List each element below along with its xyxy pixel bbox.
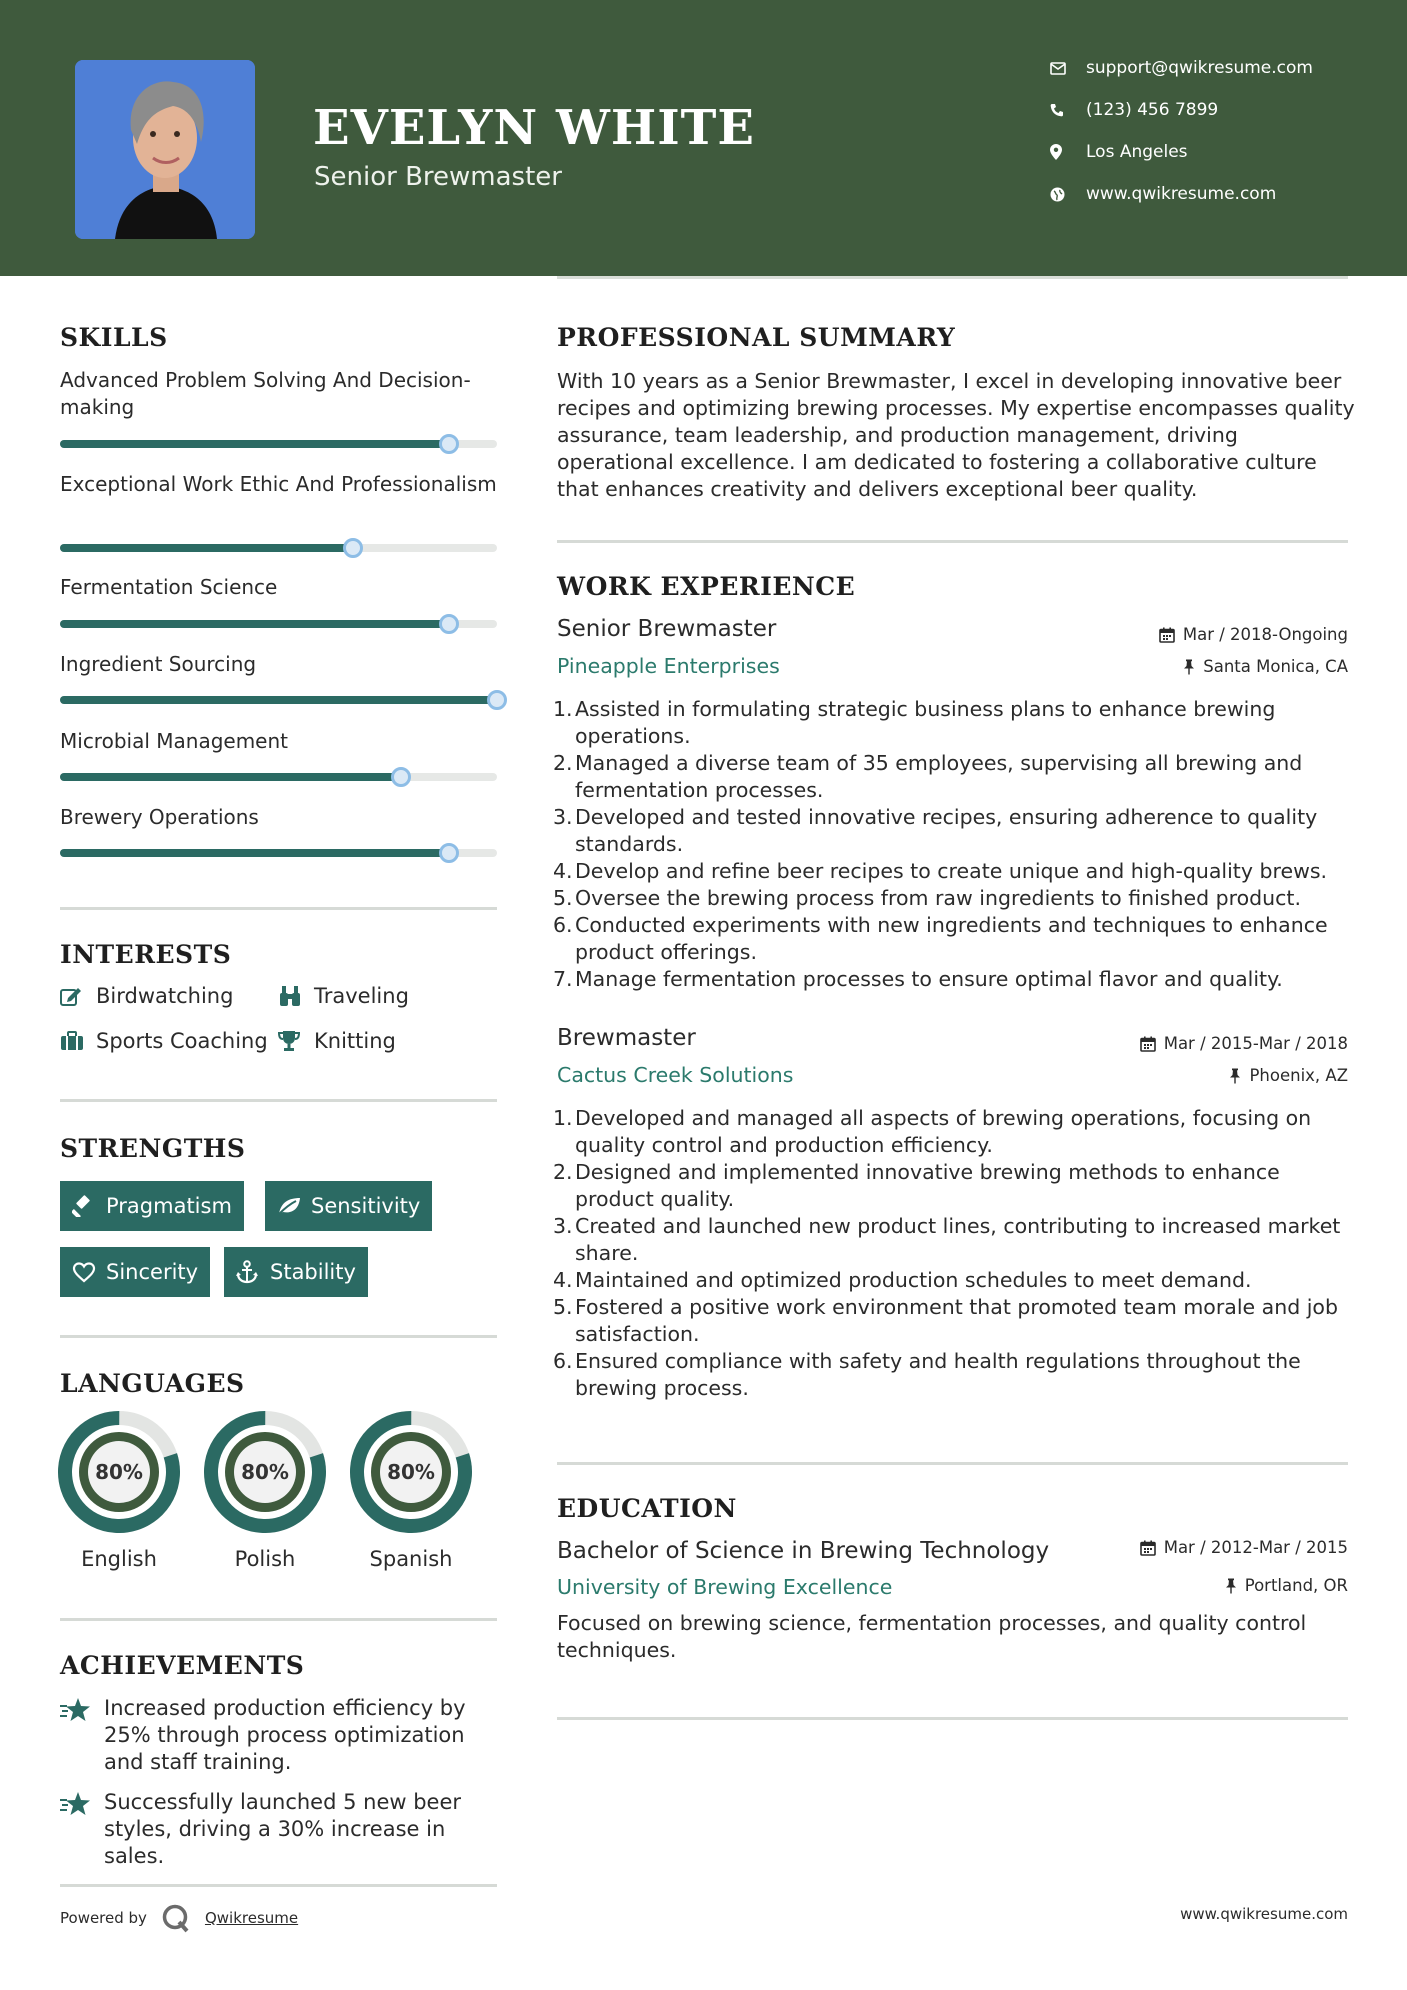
skill-name: Brewery Operations [60, 805, 259, 829]
calendar-icon [1140, 1540, 1156, 1556]
job-bullet: 6. Conducted experiments with new ingredients and techniques to enhance product offerings. [553, 913, 1328, 964]
skill-bar-fill [60, 773, 401, 781]
job-bullets [553, 1105, 1353, 1402]
qwikresume-logo-icon [161, 1903, 191, 1933]
skill-bar-fill [60, 849, 449, 857]
globe-icon [1050, 187, 1086, 202]
achievement-text: Increased production efficiency by 25% through process optimization and staff training. [104, 1696, 466, 1774]
school-name: University of Brewing Excellence [557, 1575, 893, 1599]
location-pin-icon [1050, 144, 1086, 160]
strength-label: Stability [270, 1260, 356, 1284]
section-divider [557, 540, 1348, 543]
language-percent: 80% [387, 1460, 435, 1484]
job-bullet: 3. Created and launched new product lines, contributing to increased market share. [553, 1214, 1341, 1265]
skill-bar-knob [439, 614, 459, 634]
skill-bar-fill [60, 620, 449, 628]
interest-label: Knitting [314, 1029, 396, 1053]
job-bullet: 2. Managed a diverse team of 35 employees, supervising all brewing and fermentation processes. [553, 751, 1303, 802]
interest-item [278, 984, 409, 1008]
job-location [1183, 657, 1348, 676]
language-ring [204, 1411, 326, 1533]
education-dates-text: Mar / 2012-Mar / 2015 [1163, 1538, 1348, 1557]
language-percent: 80% [95, 1460, 143, 1484]
skill-bar-knob [391, 767, 411, 787]
interest-item [278, 1029, 396, 1053]
contact-website[interactable] [1050, 184, 1276, 204]
calendar-icon [1159, 627, 1175, 643]
job-bullet: 3. Developed and tested innovative recipes, ensuring adherence to quality standards. [553, 805, 1318, 856]
job-bullet: 7. Manage fermentation processes to ensure optimal flavor and quality. [553, 967, 1283, 991]
strength-label: Pragmatism [106, 1194, 232, 1218]
envelope-icon [1050, 62, 1086, 75]
strength-chip [60, 1247, 210, 1297]
calendar-icon [1140, 1036, 1156, 1052]
job-location-text: Santa Monica, CA [1203, 657, 1348, 676]
achievements-title: ACHIEVEMENTS [60, 1651, 305, 1680]
skill-bar-knob [487, 690, 507, 710]
contact-phone-text: (123) 456 7899 [1086, 100, 1219, 120]
star-icon [60, 1789, 104, 1870]
contact-phone[interactable] [1050, 100, 1218, 120]
powered-by [60, 1903, 298, 1933]
trophy-icon [278, 1030, 314, 1052]
gavel-icon [72, 1195, 106, 1217]
job-dates [1140, 1034, 1348, 1053]
education-description: Focused on brewing science, fermentation processes, and quality control techniques. [557, 1611, 1307, 1662]
heart-icon [72, 1262, 106, 1283]
skill-bar-fill [60, 696, 497, 704]
education-title: EDUCATION [557, 1494, 737, 1523]
powered-by-label: Powered by [60, 1909, 147, 1927]
skill-name: Microbial Management [60, 729, 288, 753]
job-dates-text: Mar / 2015-Mar / 2018 [1163, 1034, 1348, 1053]
job-dates [1159, 625, 1348, 644]
skill-bar-knob [439, 843, 459, 863]
job-bullet: 4. Maintained and optimized production schedules to meet demand. [553, 1268, 1252, 1292]
skill-name: Fermentation Science [60, 575, 278, 599]
skill-bar-knob [343, 538, 363, 558]
job-dates-text: Mar / 2018-Ongoing [1182, 625, 1348, 644]
job-bullet: 4. Develop and refine beer recipes to create unique and high-quality brews. [553, 859, 1328, 883]
language-name: English [81, 1547, 157, 1571]
contact-email-text: support@qwikresume.com [1086, 58, 1313, 78]
skill-bar-fill [60, 544, 353, 552]
skill-bar [60, 620, 497, 628]
strengths-title: STRENGTHS [60, 1134, 246, 1163]
skill-bar-fill [60, 440, 449, 448]
anchor-icon [236, 1260, 270, 1284]
experience-title: WORK EXPERIENCE [557, 572, 856, 601]
language-ring [350, 1411, 472, 1533]
skill-name: Ingredient Sourcing [60, 652, 257, 676]
skill-bar [60, 773, 497, 781]
education-location [1225, 1576, 1348, 1595]
contact-location [1050, 142, 1188, 162]
job-bullet: 5. Oversee the brewing process from raw ingredients to finished product. [553, 886, 1301, 910]
achievement-item [60, 1789, 510, 1870]
profile-photo [75, 60, 255, 239]
summary-title: PROFESSIONAL SUMMARY [557, 323, 956, 352]
strength-chip [265, 1181, 432, 1231]
pushpin-icon [1225, 1578, 1237, 1594]
interest-item [60, 1029, 268, 1053]
job-bullet: 6. Ensured compliance with safety and health regulations throughout the brewing process. [553, 1349, 1301, 1400]
section-divider [60, 907, 497, 910]
section-divider [60, 1335, 497, 1338]
interest-label: Traveling [314, 984, 409, 1008]
candidate-name: EVELYN WHITE [313, 100, 755, 156]
interest-label: Birdwatching [96, 984, 234, 1008]
job-location-text: Phoenix, AZ [1249, 1066, 1348, 1085]
education-dates [1140, 1538, 1348, 1557]
interest-item [60, 984, 233, 1008]
job-title: Senior Brewmaster [557, 616, 777, 642]
skill-bar [60, 696, 497, 704]
pushpin-icon [1183, 659, 1195, 675]
language-name: Spanish [369, 1547, 453, 1571]
strength-chip [60, 1181, 244, 1231]
language-ring-svg [58, 1411, 180, 1533]
education-location-text: Portland, OR [1244, 1576, 1348, 1595]
section-divider [557, 1717, 1348, 1720]
skill-bar [60, 440, 497, 448]
language-ring-svg [204, 1411, 326, 1533]
job-bullet: 5. Fostered a positive work environment that promoted team morale and job satisfaction. [553, 1295, 1338, 1346]
leaf-icon [277, 1196, 311, 1216]
binoculars-icon [278, 985, 314, 1007]
contact-website-text: www.qwikresume.com [1086, 184, 1277, 204]
contact-location-text: Los Angeles [1086, 142, 1188, 162]
job-title: Brewmaster [557, 1025, 696, 1051]
skill-name: Advanced Problem Solving And Decision-making [60, 368, 471, 419]
skill-bar [60, 544, 497, 552]
company-name: Pineapple Enterprises [557, 654, 780, 678]
degree-title: Bachelor of Science in Brewing Technology [557, 1538, 1050, 1564]
pushpin-icon [1229, 1068, 1241, 1084]
section-divider [557, 1462, 1348, 1465]
job-bullet: 1. Developed and managed all aspects of brewing operations, focusing on quality control and production efficiency. [553, 1106, 1312, 1157]
section-divider [60, 1099, 497, 1102]
languages-title: LANGUAGES [60, 1369, 245, 1398]
job-bullet: 1. Assisted in formulating strategic business plans to enhance brewing operations. [553, 697, 1276, 748]
skill-bar-knob [439, 434, 459, 454]
interests-title: INTERESTS [60, 940, 232, 969]
section-divider [60, 1884, 497, 1887]
qwikresume-link[interactable]: Qwikresume [204, 1909, 299, 1927]
contact-email[interactable] [1050, 58, 1313, 78]
summary-text: With 10 years as a Senior Brewmaster, I excel in developing innovative beer recipes and optimizing brewing processes. My expertise encompasses quality assurance, team leadership, and production management, driving operational excellence. I am dedicated to fostering a collaborative culture that enhances creativity and delivers exceptional beer quality. [557, 369, 1355, 501]
strength-chip [224, 1247, 368, 1297]
interest-label: Sports Coaching [96, 1029, 268, 1053]
star-icon [60, 1695, 104, 1776]
company-name: Cactus Creek Solutions [557, 1063, 794, 1087]
language-percent: 80% [241, 1460, 289, 1484]
edit-icon [60, 986, 96, 1006]
header-divider [557, 276, 1348, 279]
strength-label: Sensitivity [311, 1194, 421, 1218]
achievement-item [60, 1695, 510, 1776]
language-ring-svg [350, 1411, 472, 1533]
skill-name: Exceptional Work Ethic And Professionalism [60, 472, 497, 496]
job-bullet: 2. Designed and implemented innovative brewing methods to enhance product quality. [553, 1160, 1280, 1211]
job-location [1229, 1066, 1348, 1085]
strength-label: Sincerity [106, 1260, 199, 1284]
header-banner [0, 0, 1407, 276]
job-bullets [553, 696, 1353, 993]
skill-bar [60, 849, 497, 857]
footer-website[interactable]: www.qwikresume.com [1180, 1905, 1348, 1923]
achievement-text: Successfully launched 5 new beer styles, driving a 30% increase in sales. [104, 1790, 462, 1868]
briefcase-icon [60, 1031, 96, 1051]
language-name: Polish [234, 1547, 296, 1571]
language-ring [58, 1411, 180, 1533]
section-divider [60, 1618, 497, 1621]
candidate-role: Senior Brewmaster [314, 162, 562, 192]
phone-icon [1050, 103, 1086, 117]
skills-title: SKILLS [60, 323, 168, 352]
